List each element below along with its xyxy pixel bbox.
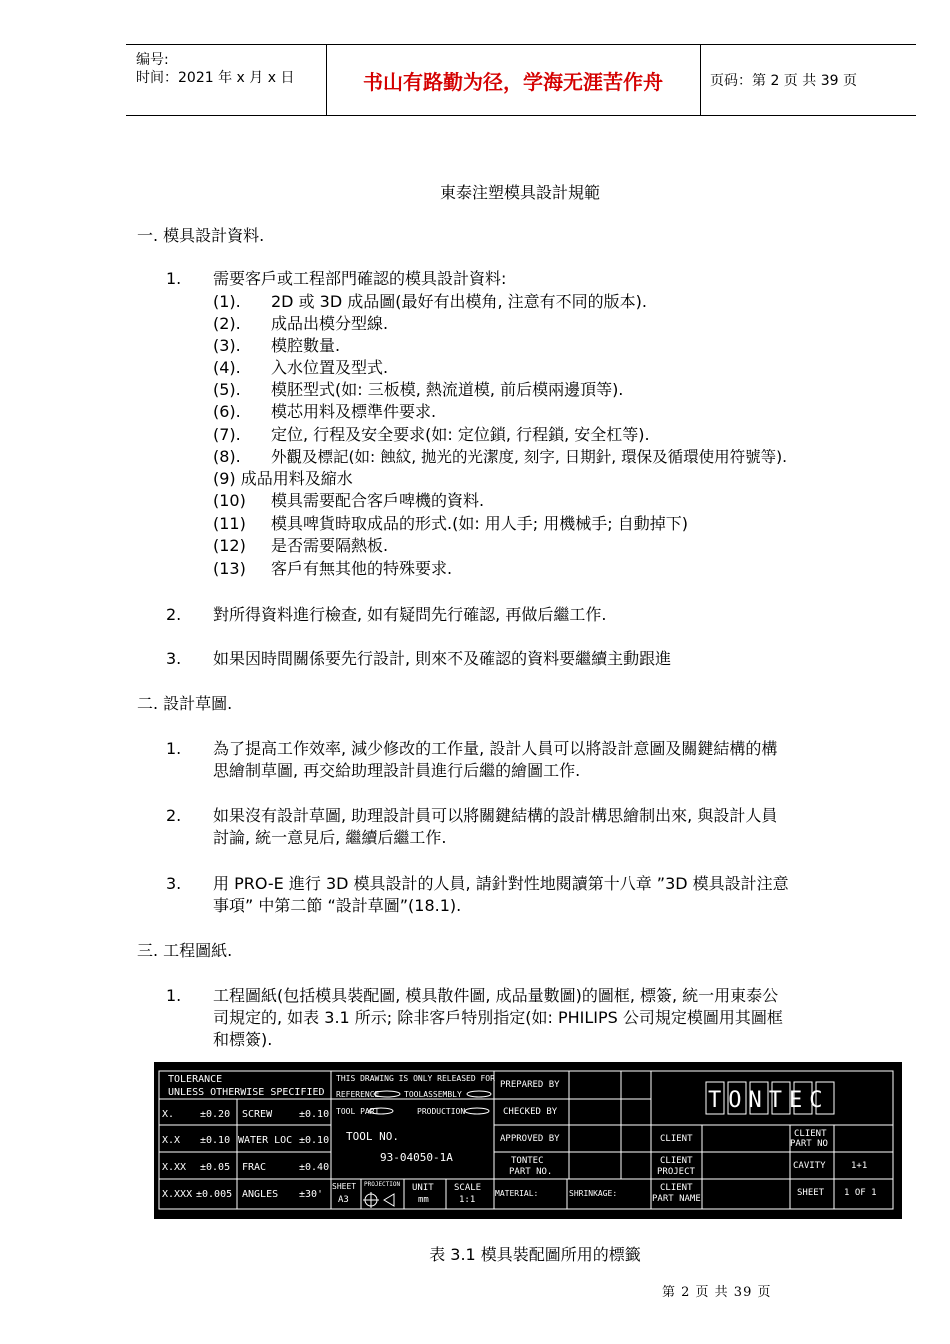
sheet-label: SHEET <box>332 1182 357 1191</box>
paragraph-text: 對所得資料進行檢查, 如有疑問先行確認, 再做后繼工作. <box>213 605 607 624</box>
projection-label: PROJECTION <box>364 1181 401 1188</box>
paragraph-text: 司規定的, 如表 3.1 所示; 除非客戶特別指定(如: PHILIPS 公司規定模圖用其圖框 <box>213 1008 783 1027</box>
paragraph-number: 1. <box>166 269 182 288</box>
checked-label: CHECKED BY <box>503 1107 558 1117</box>
list-item-number: (6). <box>213 402 241 421</box>
list-item-number: (4). <box>213 358 241 377</box>
production-label: PRODUCTION <box>417 1107 466 1116</box>
shrinkage-label: SHRINKAGE: <box>569 1189 618 1198</box>
client-project-label: CLIENT <box>660 1156 693 1166</box>
list-item-number: (10) <box>213 491 246 510</box>
scale-value: 1:1 <box>459 1195 476 1205</box>
tol-row-b: ±0.05 <box>200 1162 231 1173</box>
time-label: 时间：2021 年 x 月 x 日 <box>136 70 295 86</box>
paragraph-number: 2. <box>166 806 182 825</box>
client-label: CLIENT <box>660 1134 693 1144</box>
paragraph-text: 如果因時間關係要先行設計, 則來不及確認的資料要繼續主動跟進 <box>213 649 672 668</box>
page-footer: 第 2 页 共 39 页 <box>662 1285 772 1300</box>
tol-row-c: ANGLES <box>242 1189 279 1200</box>
toolassembly-label: TOOLASSEMBLY <box>404 1090 462 1099</box>
paragraph-text: 思繪制草圖, 再交給助理設計員進行后繼的繪圖工作. <box>213 761 581 780</box>
section-heading: 三. 工程圖紙. <box>137 941 233 960</box>
scale-label: SCALE <box>454 1183 482 1193</box>
header-divider <box>700 45 701 115</box>
tol-row-d: ±0.10 <box>299 1109 330 1120</box>
tol-row-b: ±0.20 <box>200 1109 231 1120</box>
prepared-label: PREPARED BY <box>500 1080 560 1090</box>
paragraph-number: 1. <box>166 739 182 758</box>
unless-label: UNLESS OTHERWISE SPECIFIED <box>168 1087 325 1098</box>
paragraph-text: 如果沒有設計草圖, 助理設計員可以將關鍵結構的設計構思繪制出來, 與設計人員 <box>213 806 778 825</box>
sheet-size: A3 <box>338 1195 349 1205</box>
client-partno-label: CLIENT <box>794 1129 827 1139</box>
reference-label: REFERENCE <box>336 1090 380 1099</box>
list-item-text: 2D 或 3D 成品圖(最好有出模角, 注意有不同的版本). <box>271 292 648 311</box>
tontec-part-label: TONTEC <box>511 1156 544 1166</box>
list-item-text: 模腔數量. <box>271 336 341 355</box>
page-header <box>126 44 916 116</box>
list-item-number: (5). <box>213 380 241 399</box>
list-item-9 <box>213 468 353 490</box>
list-item-number: (12) <box>213 536 246 555</box>
tol-row-d: ±0.10 <box>299 1135 330 1146</box>
title-block-svg <box>154 1062 902 1219</box>
list-item-number: (11) <box>213 514 246 533</box>
list-item-number: (13) <box>213 559 246 578</box>
header-page-info: 页码：第 2 页 共 39 页 <box>710 73 857 89</box>
list-item-text: 成品出模分型線. <box>271 314 389 333</box>
list-item-number: (7). <box>213 425 241 444</box>
tol-row-a: X.XXX <box>162 1189 193 1200</box>
paragraph-number: 3. <box>166 649 182 668</box>
document-title: 東泰注塑模具設計規範 <box>439 183 600 202</box>
tol-row-a: X.XX <box>162 1162 187 1173</box>
tol-row-d: ±0.40 <box>299 1162 330 1173</box>
toolpart-label: TOOL PART <box>336 1107 380 1116</box>
paragraph-text: 需要客戶或工程部門確認的模具設計資料: <box>213 269 507 288</box>
paragraph-text: 工程圖紙(包括模具裝配圖, 模具散件圖, 成品量數圖)的圖框, 標簽, 統一用東泰公 <box>213 986 779 1005</box>
release-label: THIS DRAWING IS ONLY RELEASED FOR <box>336 1074 495 1083</box>
list-item-number: (2). <box>213 314 241 333</box>
header-meta <box>136 51 294 87</box>
unit-label: UNIT <box>412 1183 434 1193</box>
list-item-text: 定位, 行程及安全要求(如: 定位鎖, 行程鎖, 安全杠等). <box>271 425 650 444</box>
paragraph-text: 事項” 中第二節 “設計草圖”(18.1). <box>213 896 462 915</box>
sheet-label: SHEET <box>797 1188 825 1198</box>
section-heading: 二. 設計草圖. <box>137 694 233 713</box>
list-item-text: 是否需要隔熱板. <box>271 536 389 555</box>
list-item-text: 模胚型式(如: 三板模, 熱流道模, 前后模兩邊頂等). <box>271 380 624 399</box>
list-item-text: 外觀及標記(如: 蝕紋, 拋光的光潔度, 刻字, 日期針, 環保及循環使用符號等). <box>271 448 788 466</box>
title-block-drawing <box>154 1062 902 1219</box>
tolerance-label: TOLERANCE <box>168 1074 223 1085</box>
tool-no-value: 93-04050-1A <box>380 1151 453 1164</box>
approved-label: APPROVED BY <box>500 1134 560 1144</box>
material-label: MATERIAL: <box>495 1189 539 1198</box>
list-item-number: (8). <box>213 447 241 466</box>
paragraph-number: 2. <box>166 605 182 624</box>
paragraph-text: 和標簽). <box>213 1030 273 1049</box>
cavity-value: 1+1 <box>851 1161 868 1171</box>
tol-row-b: ±0.005 <box>196 1189 233 1200</box>
client-partname-label: CLIENT <box>660 1183 693 1193</box>
list-item-text: 模芯用料及標準件要求. <box>271 402 437 421</box>
sheet-count: 1 OF 1 <box>844 1188 877 1198</box>
tontec-logo: TONTEC <box>708 1088 830 1113</box>
client-partno-label: PART NO <box>790 1139 828 1149</box>
list-item-number: (1). <box>213 292 241 311</box>
paragraph-number: 3. <box>166 874 182 893</box>
list-item-text: 入水位置及型式. <box>271 358 389 377</box>
tol-row-a: X. <box>162 1109 175 1120</box>
tol-row-c: WATER LOC <box>238 1135 293 1146</box>
tool-no-label: TOOL NO. <box>346 1130 399 1143</box>
tol-row-c: FRAC <box>242 1162 267 1173</box>
paragraph-text: 為了提高工作效率, 減少修改的工作量, 設計人員可以將設計意圖及關鍵結構的構 <box>213 739 778 758</box>
list-item-number: (9) <box>213 469 236 488</box>
list-item-text: 模具啤貨時取成品的形式.(如: 用人手; 用機械手; 自動掉下) <box>271 514 689 533</box>
paragraph-text: 討論, 統一意見后, 繼續后繼工作. <box>213 828 447 847</box>
list-item-text: 客戶有無其他的特殊要求. <box>271 559 453 578</box>
list-item-number: (3). <box>213 336 241 355</box>
paragraph-text: 用 PRO-E 進行 3D 模具設計的人員, 請針對性地閱讀第十八章 ”3D 模具設計注意 <box>213 874 789 893</box>
header-motto: 书山有路勤为径，学海无涯苦作舟 <box>363 69 663 94</box>
list-item-text: 成品用料及縮水 <box>240 469 353 488</box>
tontec-part-label: PART NO. <box>509 1167 553 1177</box>
client-project-label: PROJECT <box>657 1167 695 1177</box>
section-heading: 一. 模具設計資料. <box>137 226 265 245</box>
tol-row-c: SCREW <box>242 1109 273 1120</box>
tol-row-d: ±30' <box>299 1189 324 1200</box>
paragraph-number: 1. <box>166 986 182 1005</box>
unit-value: mm <box>418 1195 429 1205</box>
table-caption: 表 3.1 模具裝配圖所用的標籤 <box>429 1245 641 1264</box>
cavity-label: CAVITY <box>793 1161 826 1171</box>
tol-row-a: X.X <box>162 1135 181 1146</box>
list-item-text: 模具需要配合客戶啤機的資料. <box>271 491 485 510</box>
tol-row-b: ±0.10 <box>200 1135 231 1146</box>
client-partname-label: PART NAME <box>652 1194 701 1204</box>
code-label: 编号: <box>136 52 169 68</box>
